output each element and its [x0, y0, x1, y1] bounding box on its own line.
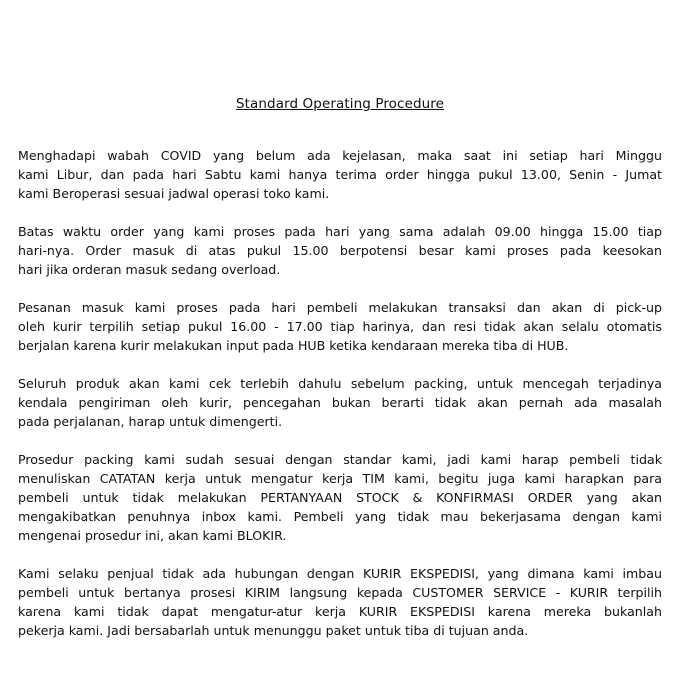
text-line: mengenai prosedur ini, akan kami BLOKIR.	[18, 528, 287, 543]
text-line: Prosedur packing kami sudah sesuai dengan standar kami, jadi kami harap pembeli tidak	[18, 452, 662, 467]
sop-document	[18, 96, 662, 659]
text-line: berjalan karena kurir melakukan input pada HUB ketika kendaraan mereka tiba di HUB.	[18, 338, 569, 353]
paragraph-courier	[18, 564, 662, 640]
text-line: pembeli untuk tidak melakukan PERTANYAAN STOCK & KONFIRMASI ORDER yang akan	[18, 490, 662, 505]
text-line: Menghadapi wabah COVID yang belum ada kejelasan, maka saat ini setiap hari Minggu	[18, 148, 662, 163]
text-line: kami Libur, dan pada hari Sabtu kami hanya terima order hingga pukul 13.00, Senin - Jumat	[18, 167, 662, 182]
paragraph-order-cutoff	[18, 222, 662, 279]
text-line: pekerja kami. Jadi bersabarlah untuk menunggu paket untuk tiba di tujuan anda.	[18, 623, 529, 638]
paragraph-pickup	[18, 298, 662, 355]
text-line: oleh kurir terpilih setiap pukul 16.00 - 17.00 tiap harinya, dan resi tidak akan selalu otomatis	[18, 319, 662, 334]
text-line: Pesanan masuk kami proses pada hari pembeli melakukan transaksi dan akan di pick-up	[18, 300, 662, 315]
text-line: mengakibatkan penuhnya inbox kami. Pembeli yang tidak mau bekerjasama dengan kami	[18, 509, 662, 524]
paragraph-packing	[18, 450, 662, 545]
text-line: menuliskan CATATAN kerja untuk mengatur kerja TIM kami, begitu juga kami harapkan para	[18, 471, 662, 486]
text-line: Kami selaku penjual tidak ada hubungan dengan KURIR EKSPEDISI, yang dimana kami imbau	[18, 566, 662, 581]
text-line: pembeli untuk bertanya prosesi KIRIM langsung kepada CUSTOMER SERVICE - KURIR terpilih	[18, 585, 662, 600]
text-line: Seluruh produk akan kami cek terlebih dahulu sebelum packing, untuk mencegah terjadinya	[18, 376, 662, 391]
text-line: hari jika orderan masuk sedang overload.	[18, 262, 281, 277]
document-title: Standard Operating Procedure	[235, 96, 445, 112]
text-line: Batas waktu order yang kami proses pada hari yang sama adalah 09.00 hingga 15.00 tiap	[18, 224, 662, 239]
text-line: pada perjalanan, harap untuk dimengerti.	[18, 414, 283, 429]
text-line: kendala pengiriman oleh kurir, pencegahan bukan berarti tidak akan pernah ada masalah	[18, 395, 662, 410]
text-line: kami Beroperasi sesuai jadwal operasi toko kami.	[18, 186, 330, 201]
text-line: karena kami tidak dapat mengatur-atur kerja KURIR EKSPEDISI karena mereka bukanlah	[18, 604, 662, 619]
paragraph-operating-hours	[18, 146, 662, 203]
paragraph-product-check	[18, 374, 662, 431]
text-line: hari-nya. Order masuk di atas pukul 15.00 berpotensi besar kami proses pada keesokan	[18, 243, 662, 258]
